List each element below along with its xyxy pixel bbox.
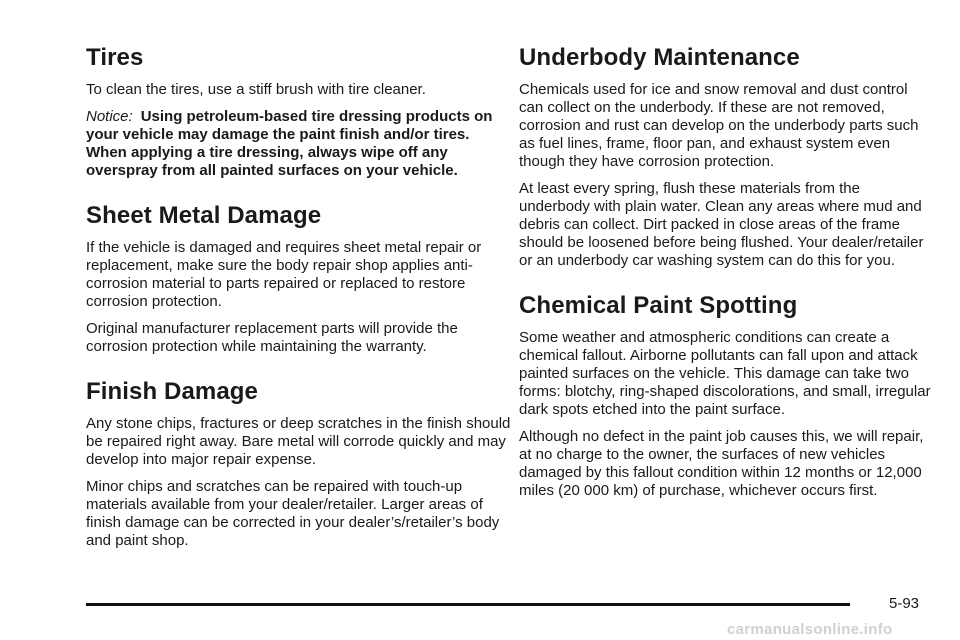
finish-damage-paragraph-1: Any stone chips, fractures or deep scratches in the finish should be repaired right away. Bare metal will corrode quickly and may develop into major repair expense.: [86, 415, 511, 468]
footer-divider: [86, 603, 850, 606]
chemical-paint-paragraph-2: Although no defect in the paint job causes this, we will repair, at no charge to the owner, the surfaces of new vehicles damaged by this fallout condition within 12 months or 12,000 miles (20 000 km) of purchase, whichever occurs first.: [519, 428, 924, 499]
finish-damage-paragraph-2: Minor chips and scratches can be repaired with touch-up materials available from your dealer/retailer. Larger areas of finish damage can be corrected in your dealer’s/retailer’s body and paint shop.: [86, 478, 500, 549]
underbody-paragraph-2: At least every spring, flush these materials from the underbody with plain water. Clean any areas where mud and debris can collect. Dirt packed in close areas of the frame should be loosened before being flushed. Your dealer/retailer or an underbody car washing system can do this for you.: [519, 180, 924, 269]
tires-notice: [86, 108, 511, 180]
left-column: [86, 44, 511, 559]
chemical-paint-paragraph-1: Some weather and atmospheric conditions can create a chemical fallout. Airborne pollutants can fall upon and attack painted surfaces on the vehicle. This damage can take two forms: blotchy, ring-shaped discolorations, and small, irregular dark spots etched into the paint surface.: [519, 329, 931, 418]
watermark: carmanualsonline.info: [727, 621, 893, 638]
right-column: [519, 44, 931, 509]
page-number: 5-93: [889, 595, 920, 612]
notice-label: Notice:: [86, 108, 133, 125]
sheet-metal-paragraph-1: If the vehicle is damaged and requires sheet metal repair or replacement, make sure the body repair shop applies anti-corrosion material to parts repaired or replaced to restore corrosion protection.: [86, 239, 482, 310]
section-heading-chemical-paint: Chemical Paint Spotting: [519, 292, 798, 319]
section-heading-tires: Tires: [86, 44, 144, 71]
section-heading-finish-damage: Finish Damage: [86, 378, 259, 405]
section-heading-underbody: Underbody Maintenance: [519, 44, 800, 71]
underbody-paragraph-1: Chemicals used for ice and snow removal and dust control can collect on the underbody. If these are not removed, corrosion and rust can develop on the underbody parts such as fuel lines, frame, floor pan, and exhaust system even though they have corrosion protection.: [519, 81, 919, 170]
notice-text: Using petroleum-based tire dressing products on your vehicle may damage the paint finish and/or tires. When applying a tire dressing, always wipe off any overspray from all painted surfaces on your vehicle.: [86, 108, 493, 179]
tires-intro: To clean the tires, use a stiff brush with tire cleaner.: [86, 81, 426, 98]
section-heading-sheet-metal: Sheet Metal Damage: [86, 202, 322, 229]
sheet-metal-paragraph-2: Original manufacturer replacement parts will provide the corrosion protection while maintaining the warranty.: [86, 320, 458, 355]
